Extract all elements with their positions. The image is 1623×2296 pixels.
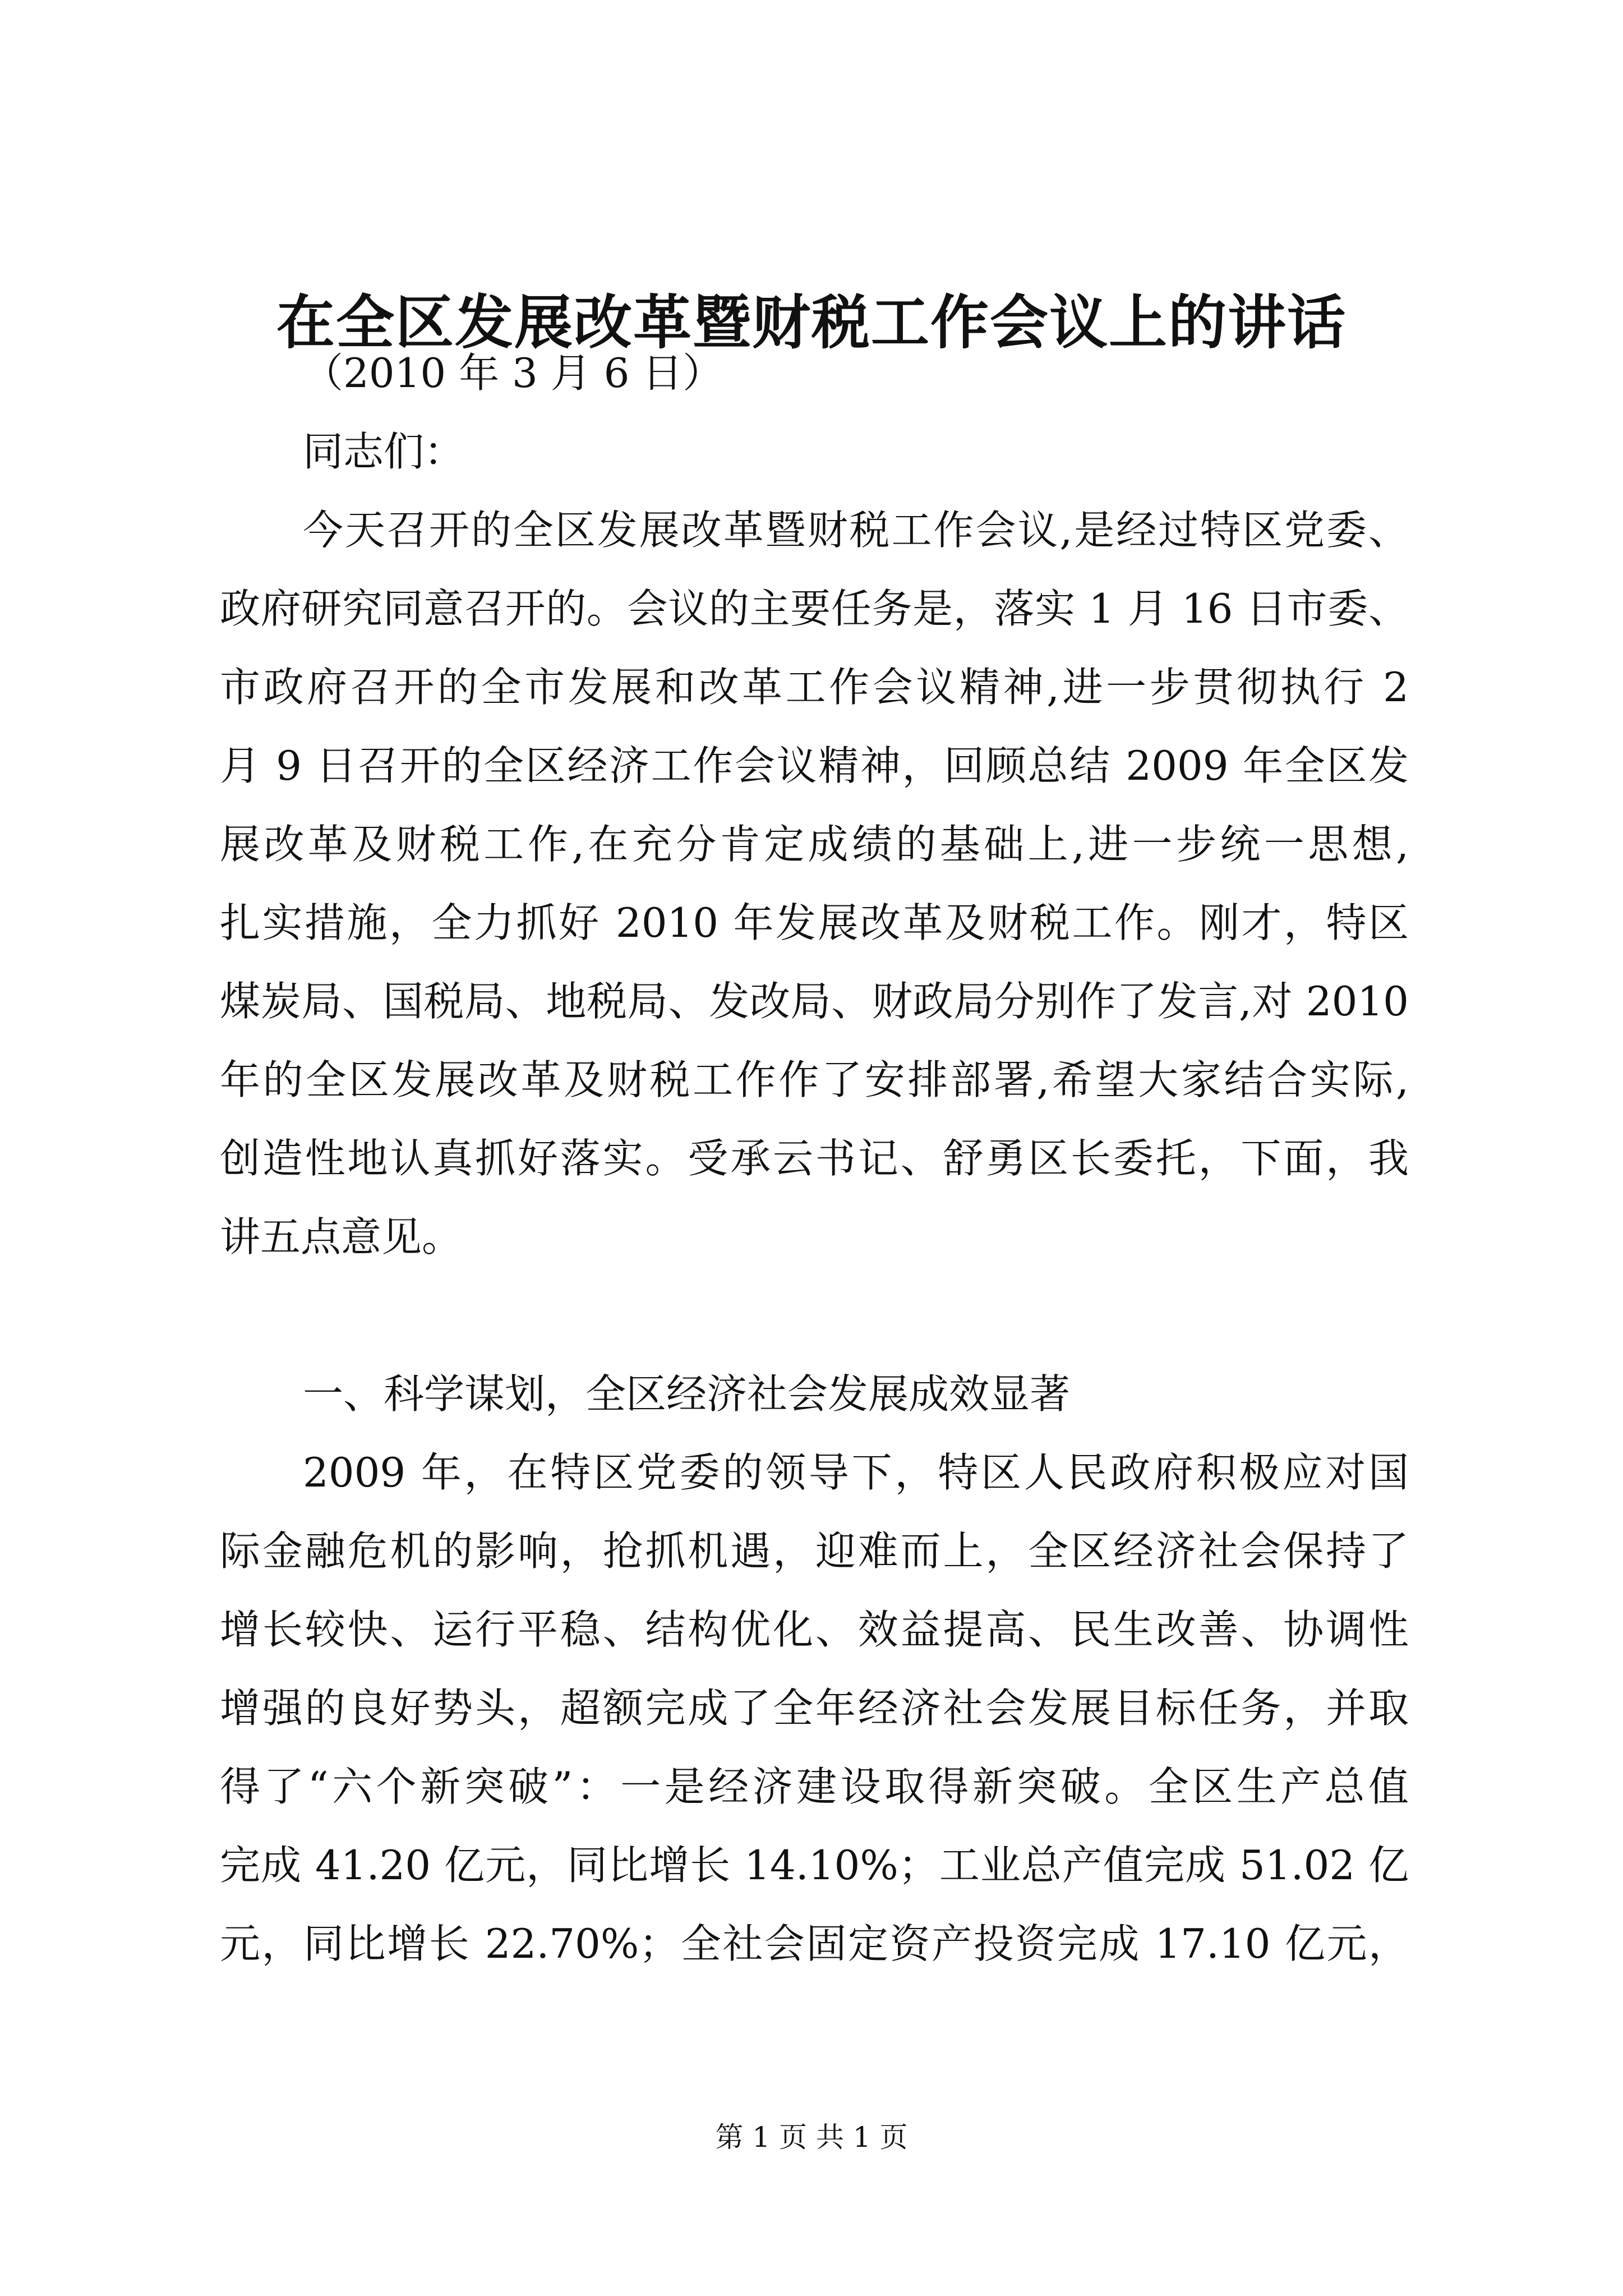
paragraph-line: 完成 41.20 亿元，同比增长 14.10%；工业总产值完成 51.02 亿: [220, 1842, 1409, 1889]
salutation: 同志们：: [303, 428, 465, 475]
paragraph-line: 市政府召开的全市发展和改革工作会议精神,进一步贯彻执行 2: [220, 664, 1409, 711]
paragraph-line: 创造性地认真抓好落实。受承云书记、舒勇区长委托，下面，我: [220, 1135, 1409, 1182]
section-heading-1: 一、科学谋划，全区经济社会发展成效显著: [303, 1370, 1071, 1418]
paragraph-line: 元，同比增长 22.70%；全社会固定资产投资完成 17.10 亿元，: [220, 1920, 1409, 1967]
paragraph-line: 际金融危机的影响，抢抓机遇，迎难而上，全区经济社会保持了: [220, 1527, 1409, 1575]
paragraph-line: 煤炭局、国税局、地税局、发改局、财政局分别作了发言,对 2010: [220, 978, 1409, 1025]
paragraph-line: 今天召开的全区发展改革暨财税工作会议,是经过特区党委、: [303, 507, 1409, 554]
paragraph-line: 增强的良好势头，超额完成了全年经济社会发展目标任务，并取: [220, 1685, 1409, 1732]
paragraph-line: 月 9 日召开的全区经济工作会议精神，回顾总结 2009 年全区发: [220, 742, 1409, 789]
paragraph-line: 增长较快、运行平稳、结构优化、效益提高、民生改善、协调性: [220, 1606, 1409, 1653]
paragraph-line: 政府研究同意召开的。会议的主要任务是，落实 1 月 16 日市委、: [220, 585, 1409, 632]
paragraph-line: 展改革及财税工作,在充分肯定成绩的基础上,进一步统一思想,: [220, 821, 1409, 868]
paragraph-line: 得了“六个新突破”：一是经济建设取得新突破。全区生产总值: [220, 1763, 1409, 1810]
document-title: 在全区发展改革暨财税工作会议上的讲话: [276, 288, 1347, 357]
page-footer: 第 1 页 共 1 页: [715, 2121, 908, 2154]
paragraph-line: 讲五点意见。: [220, 1213, 463, 1260]
paragraph-line: 年的全区发展改革及财税工作作了安排部署,希望大家结合实际,: [220, 1056, 1409, 1103]
paragraph-line: 扎实措施，全力抓好 2010 年发展改革及财税工作。刚才，特区: [220, 899, 1409, 946]
paragraph-line: 2009 年，在特区党委的领导下，特区人民政府积极应对国: [303, 1449, 1409, 1496]
speech-date: （2010 年 3 月 6 日）: [303, 349, 723, 397]
